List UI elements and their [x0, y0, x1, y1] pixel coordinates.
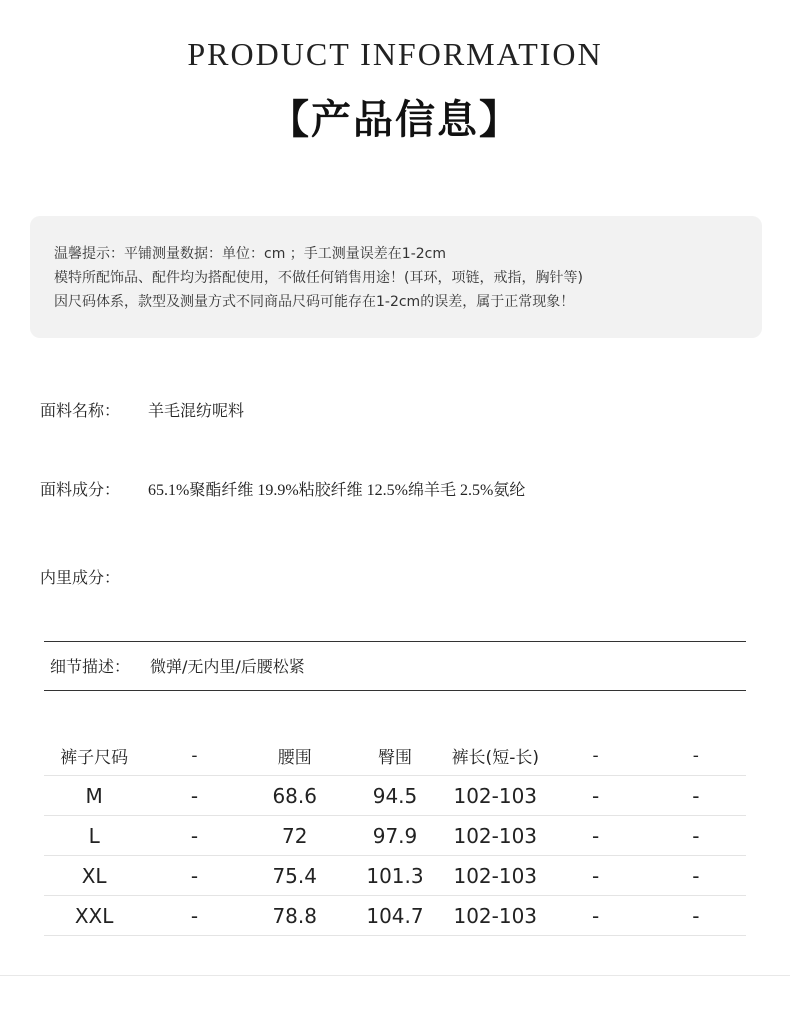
table-cell: 68.6 [245, 776, 345, 816]
table-cell: 75.4 [245, 856, 345, 896]
table-cell: XXL [44, 896, 144, 936]
table-cell: - [144, 856, 244, 896]
notice-line-size-variance: 因尺码体系，款型及测量方式不同商品尺码可能存在1-2cm的误差，属于正常现象！ [54, 294, 575, 310]
notice-box [30, 216, 762, 338]
notice-line-accessories: 模特所配饰品、配件均为搭配使用，不做任何销售用途！(耳环，项链，戒指，胸针等) [54, 270, 583, 286]
notice-line-measurement: 温馨提示：平铺测量数据：单位：cm ；手工测量误差在1-2cm [54, 246, 446, 262]
table-cell: - [545, 776, 645, 816]
page-title-chinese: 【产品信息】 [269, 97, 521, 143]
table-cell: 102-103 [445, 816, 545, 856]
table-cell: - [545, 856, 645, 896]
table-cell: - [144, 776, 244, 816]
header-waist: 腰围 [245, 736, 345, 776]
header-blank-2: - [545, 736, 645, 776]
page-title-english: PRODUCT INFORMATION [187, 36, 603, 72]
table-cell: 94.5 [345, 776, 445, 816]
detail-description-row [50, 654, 305, 677]
table-cell: - [646, 856, 746, 896]
lining-composition-row [40, 565, 148, 588]
table-cell: - [144, 896, 244, 936]
table-cell: 102-103 [445, 776, 545, 816]
fabric-composition-label: 面料成分： [40, 480, 121, 499]
footer-divider [0, 975, 790, 976]
table-cell: 97.9 [345, 816, 445, 856]
lining-composition-label: 内里成分： [40, 568, 121, 587]
fabric-composition-row [40, 477, 525, 500]
table-row [44, 856, 746, 896]
fabric-name-value: 羊毛混纺呢料 [148, 401, 245, 420]
table-cell: 101.3 [345, 856, 445, 896]
detail-bottom-divider [44, 690, 746, 691]
size-table-header-row [44, 736, 746, 776]
detail-top-divider [44, 641, 746, 642]
fabric-name-row [40, 398, 244, 421]
table-cell: - [646, 776, 746, 816]
table-cell: 102-103 [445, 896, 545, 936]
table-cell: - [646, 816, 746, 856]
table-cell: - [545, 816, 645, 856]
table-cell: - [545, 896, 645, 936]
header-hip: 臀围 [345, 736, 445, 776]
table-cell: 102-103 [445, 856, 545, 896]
detail-description-label: 细节描述： [50, 657, 131, 676]
table-cell: L [44, 816, 144, 856]
header-length: 裤长(短-长) [445, 736, 545, 776]
table-cell: M [44, 776, 144, 816]
header-blank-3: - [646, 736, 746, 776]
table-cell: 104.7 [345, 896, 445, 936]
fabric-composition-value: 65.1%聚酯纤维 19.9%粘胶纤维 12.5%绵羊毛 2.5%氨纶 [148, 482, 526, 499]
table-row [44, 776, 746, 816]
table-cell: - [646, 896, 746, 936]
fabric-name-label: 面料名称： [40, 401, 121, 420]
table-cell: 72 [245, 816, 345, 856]
header-blank-1: - [144, 736, 244, 776]
table-row [44, 816, 746, 856]
size-table [44, 736, 746, 936]
header-size: 裤子尺码 [44, 736, 144, 776]
table-cell: 78.8 [245, 896, 345, 936]
table-cell: XL [44, 856, 144, 896]
table-row [44, 896, 746, 936]
table-cell: - [144, 816, 244, 856]
detail-description-value: 微弹/无内里/后腰松紧 [150, 657, 305, 676]
